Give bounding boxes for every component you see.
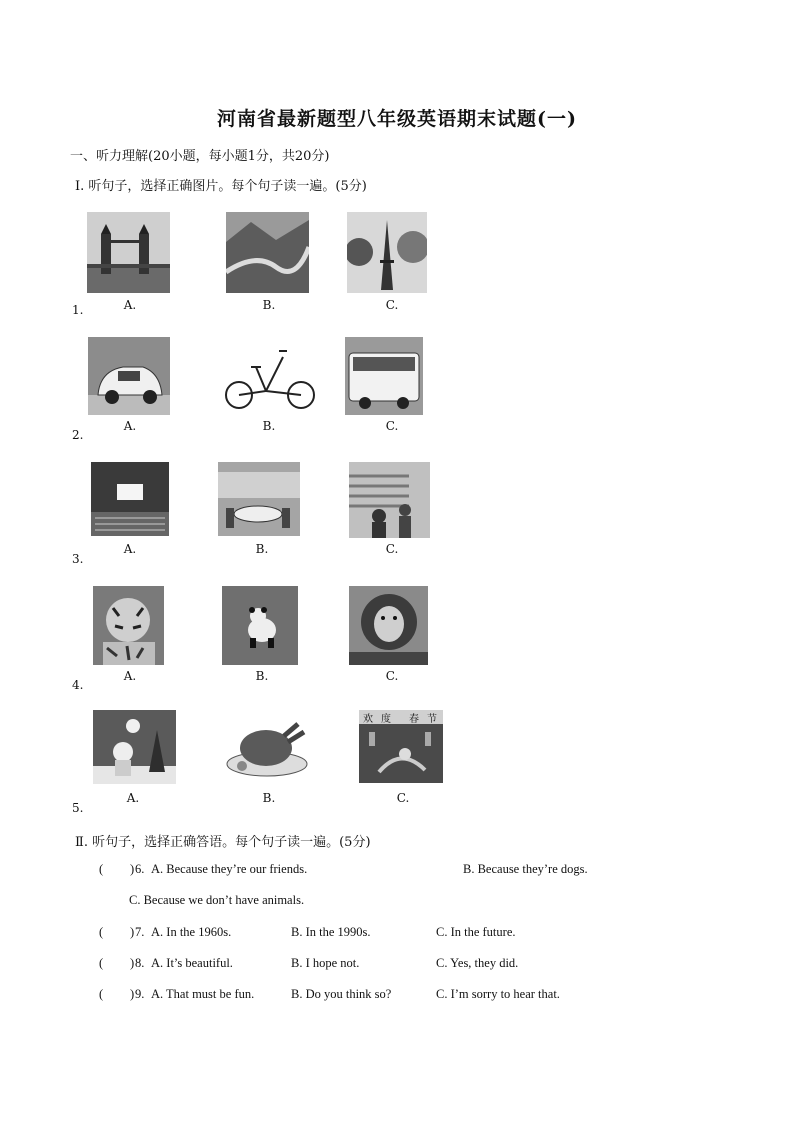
option-c: C. I’m sorry to hear that.	[436, 987, 560, 1001]
eiffel-tower-photo	[347, 212, 427, 293]
answer-paren-open: (	[99, 862, 104, 876]
festival-char: 欢	[363, 714, 373, 725]
supermarket-photo	[349, 462, 430, 538]
tower-bridge-photo	[87, 212, 170, 293]
question-number: 9.	[135, 987, 145, 1001]
tiger-photo	[93, 586, 164, 665]
question-number: 5.	[72, 801, 84, 815]
option-b: B. Because they’re dogs.	[463, 862, 588, 876]
option-label: A.	[123, 542, 137, 556]
option-label: C.	[385, 669, 399, 683]
answer-paren-close: )	[130, 925, 135, 939]
option-c: C. Yes, they did.	[436, 956, 519, 970]
part-two-instruction: Ⅱ. 听句子，选择正确答语。每个句子读一遍。(5分)	[75, 835, 371, 850]
option-label: A.	[126, 791, 140, 805]
car-photo	[88, 337, 170, 415]
section-heading: 一、听力理解(20小题，每小题1分，共20分)	[70, 149, 330, 164]
option-a: A. Because they’re our friends.	[151, 862, 308, 876]
option-b: B. In the 1990s.	[291, 925, 371, 939]
part-one-instruction: Ⅰ. 听句子，选择正确图片。每个句子读一遍。(5分)	[75, 179, 367, 194]
christmas-photo	[93, 710, 176, 784]
answer-paren-open: (	[99, 987, 104, 1001]
page-title: 河南省最新题型八年级英语期末试题(一)	[217, 108, 577, 130]
restaurant-photo	[218, 462, 300, 536]
answer-paren-open: (	[99, 956, 104, 970]
festival-char: 节	[427, 714, 437, 725]
option-label: B.	[262, 298, 276, 312]
question-number: 8.	[135, 956, 145, 970]
answer-paren-close: )	[130, 956, 135, 970]
option-label: C.	[385, 298, 399, 312]
option-label: B.	[255, 542, 269, 556]
question-number: 6.	[135, 862, 145, 876]
spring-festival-photo	[359, 710, 443, 783]
option-label: B.	[262, 791, 276, 805]
answer-paren-open: (	[99, 925, 104, 939]
option-label: B.	[255, 669, 269, 683]
great-wall-photo	[226, 212, 309, 293]
option-c: C. In the future.	[436, 925, 516, 939]
answer-paren-close: )	[130, 862, 135, 876]
festival-char: 春	[409, 714, 419, 725]
question-number: 7.	[135, 925, 145, 939]
cinema-hall-photo	[91, 462, 169, 536]
bus-photo	[345, 337, 423, 415]
question-number: 3.	[72, 552, 84, 566]
option-label: A.	[123, 419, 137, 433]
lion-photo	[349, 586, 428, 665]
panda-photo	[222, 586, 298, 665]
option-a: A. In the 1960s.	[151, 925, 232, 939]
bicycle-photo	[221, 337, 317, 415]
option-c: C. Because we don’t have animals.	[129, 893, 305, 907]
option-a: A. It’s beautiful.	[151, 956, 233, 970]
answer-paren-close: )	[130, 987, 135, 1001]
question-number: 2.	[72, 428, 84, 442]
option-label: C.	[385, 542, 399, 556]
option-label: B.	[262, 419, 276, 433]
option-b: B. I hope not.	[291, 956, 360, 970]
option-a: A. That must be fun.	[151, 987, 255, 1001]
option-label: C.	[385, 419, 399, 433]
roast-turkey-photo	[222, 710, 312, 784]
option-label: A.	[123, 298, 137, 312]
question-number: 1.	[72, 303, 84, 317]
option-b: B. Do you think so?	[291, 987, 392, 1001]
festival-char: 度	[381, 714, 391, 725]
option-label: C.	[396, 791, 410, 805]
question-number: 4.	[72, 678, 84, 692]
option-label: A.	[123, 669, 137, 683]
